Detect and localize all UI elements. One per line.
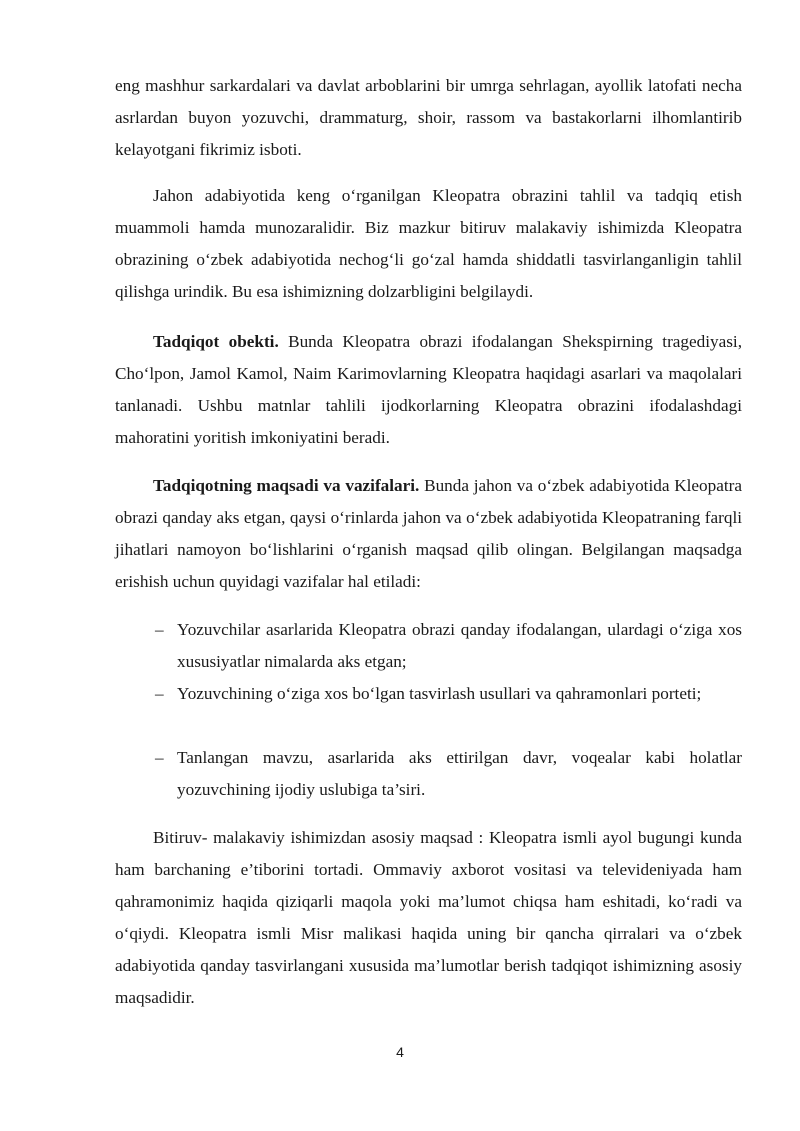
research-object-heading: Tadqiqot obekti. [153,332,279,351]
list-dash-marker: – [155,684,164,703]
research-goals-heading: Tadqiqotning maqsadi va vazifalari. [153,476,420,495]
task-list-item [155,742,742,806]
paragraph-research-object [115,326,742,454]
task-list-item [155,678,742,710]
task-list-item-text: Yozuvchilar asarlarida Kleopatra obrazi qanday ifodalangan, ulardagi o‘ziga xos xususiyatlar nimalarda aks etgan; [177,620,742,671]
paragraph-research-goals [115,470,742,598]
page-number: 4 [396,1044,404,1060]
task-list-item [155,614,742,678]
research-object-text: Bunda Kleopatra obrazi ifodalangan Shekspirning tragediyasi, Cho‘lpon, Jamol Kamol, Naim Karimovlarning Kleopatra haqidagi asarlari va maqolalari tanlanadi. Ushbu matnlar tahlili ijodkorlarning Kleopatra obrazini ifodalashdagi mahoratini yoritish imkoniyatini beradi. [115,332,742,447]
paragraph-intro: eng mashhur sarkardalari va davlat arboblarini bir umrga sehrlagan, ayollik latofati necha asrlardan buyon yozuvchi, drammaturg, shoir, rassom va bastakorlarni ilhomlantirib kelayotgani fikrimiz isboti. [115,76,742,159]
task-list-item-text: Tanlangan mavzu, asarlarida aks ettirilgan davr, voqealar kabi holatlar yozuvchining ijodiy uslubiga ta’siri. [177,748,742,799]
list-dash-marker: – [155,620,164,639]
list-dash-marker: – [155,748,164,767]
paragraph-relevance: Jahon adabiyotida keng o‘rganilgan Kleopatra obrazini tahlil va tadqiq etish muammoli hamda munozaralidir. Biz mazkur bitiruv malakaviy ishimizda Kleopatra obrazining o‘zbek adabiyotida nechog‘li go‘zal hamda shiddatli tasvirlanganligin tahlil qilishga urindik. Bu esa ishimizning dolzarbligini belgilaydi. [115,186,742,301]
task-list-item-text: Yozuvchining o‘ziga xos bo‘lgan tasvirlash usullari va qahramonlari porteti; [177,684,702,703]
paragraph-main-goal: Bitiruv- malakaviy ishimizdan asosiy maqsad : Kleopatra ismli ayol bugungi kunda ham barchaning e’tiborini tortadi. Ommaviy axborot vositasi va televideniyada ham qahramonimiz haqida qiziqarli maqola yoki ma’lumot chiqsa ham eshitadi, ko‘radi va o‘qiydi. Kleopatra ismli Misr malikasi haqida uning bir qancha qirralari va o‘zbek adabiyotida qanday tasvirlangani xususida ma’lumotlar berish tadqiqot ishimizning asosiy maqsadidir. [115,828,742,1007]
research-goals-text: Bunda jahon va o‘zbek adabiyotida Kleopatra obrazi qanday aks etgan, qaysi o‘rinlarda jahon va o‘zbek adabiyotida Kleopatraning farqli jihatlari namoyon bo‘lishlarini o‘rganish maqsad qilib olingan. Belgilangan maqsadga erishish uchun quyidagi vazifalar hal etiladi: [115,476,742,591]
